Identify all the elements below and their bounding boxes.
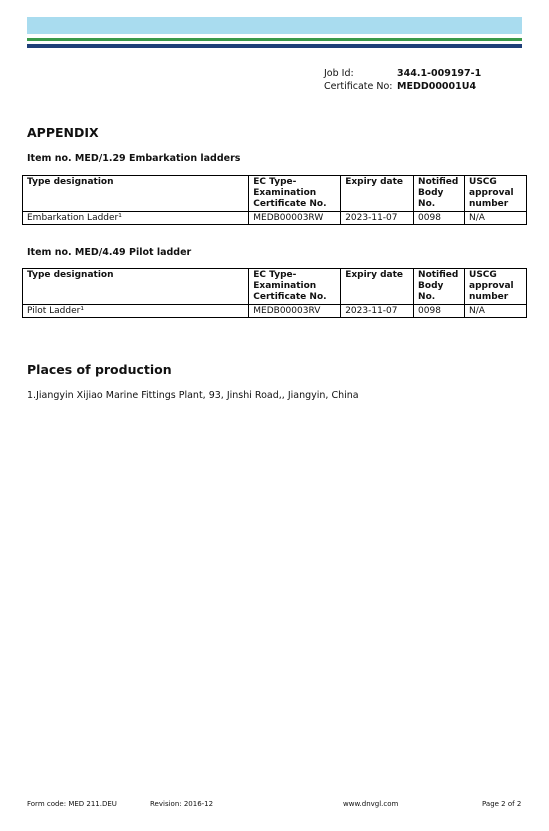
item-heading: Item no. MED/1.29 Embarkation ladders bbox=[27, 153, 241, 164]
table-header-row bbox=[23, 269, 527, 305]
cell-type: Pilot Ladder¹ bbox=[23, 305, 249, 318]
cell-expiry: 2023-11-07 bbox=[341, 212, 414, 225]
header-band-light-blue bbox=[27, 17, 522, 34]
cell-expiry: 2023-11-07 bbox=[341, 305, 414, 318]
item-table bbox=[22, 268, 527, 318]
footer-page-number: Page 2 of 2 bbox=[482, 800, 522, 808]
job-id-label: Job Id: bbox=[324, 68, 354, 79]
cell-ec-certificate: MEDB00003RV bbox=[249, 305, 341, 318]
col-type-designation: Type designation bbox=[23, 269, 249, 305]
item-heading: Item no. MED/4.49 Pilot ladder bbox=[27, 247, 192, 258]
certificate-number: MEDD00001U4 bbox=[397, 81, 477, 92]
header-band-green bbox=[27, 38, 522, 41]
col-uscg-approval: USCG approval number bbox=[465, 176, 527, 212]
footer-website: www.dnvgl.com bbox=[343, 800, 399, 808]
col-notified-body: Notified Body No. bbox=[414, 176, 465, 212]
cell-type: Embarkation Ladder¹ bbox=[23, 212, 249, 225]
table-row bbox=[23, 305, 527, 318]
cell-notified: 0098 bbox=[414, 212, 465, 225]
place-item: 1.Jiangyin Xijiao Marine Fittings Plant, 93, Jinshi Road,, Jiangyin, China bbox=[27, 390, 359, 401]
table-header-row bbox=[23, 176, 527, 212]
appendix-heading: APPENDIX bbox=[27, 125, 99, 140]
job-info bbox=[324, 67, 481, 93]
job-id-value: 344.1-009197-1 bbox=[397, 68, 482, 79]
cell-uscg: N/A bbox=[465, 305, 527, 318]
footer-revision: Revision: 2016-12 bbox=[150, 800, 214, 808]
cell-ec-certificate: MEDB00003RW bbox=[249, 212, 341, 225]
table-row bbox=[23, 212, 527, 225]
col-uscg-approval: USCG approval number bbox=[465, 269, 527, 305]
cell-notified: 0098 bbox=[414, 305, 465, 318]
cell-uscg: N/A bbox=[465, 212, 527, 225]
item-table bbox=[22, 175, 527, 225]
col-notified-body: Notified Body No. bbox=[414, 269, 465, 305]
col-expiry-date: Expiry date bbox=[341, 176, 414, 212]
certificate-label: Certificate No: bbox=[324, 81, 393, 92]
places-heading: Places of production bbox=[27, 362, 172, 377]
col-ec-certificate: EC Type-Examination Certificate No. bbox=[249, 176, 341, 212]
col-expiry-date: Expiry date bbox=[341, 269, 414, 305]
footer-form-code: Form code: MED 211.DEU bbox=[27, 800, 117, 808]
col-ec-certificate: EC Type-Examination Certificate No. bbox=[249, 269, 341, 305]
header-band-navy bbox=[27, 44, 522, 48]
col-type-designation: Type designation bbox=[23, 176, 249, 212]
